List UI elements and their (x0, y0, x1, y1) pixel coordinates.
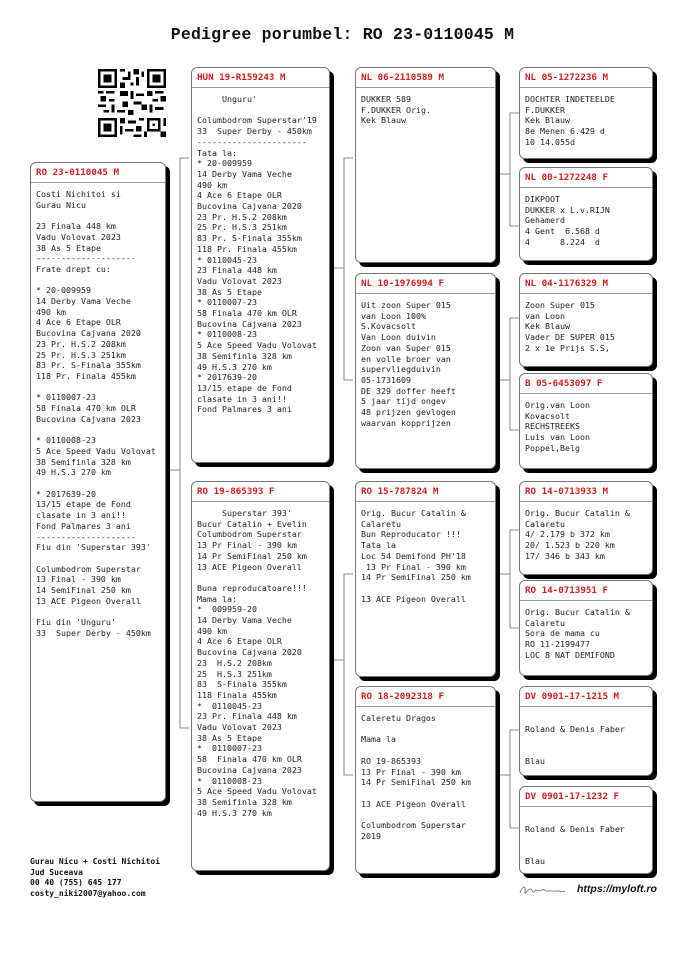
card-details: Orig. Bucur Catalin & Calaretu Sora de mama cu RO 11-2199477 LOC 8 NAT DEMIFOND (525, 607, 630, 660)
county: Jud Suceava (30, 867, 83, 877)
ring-number: DV 0901-17-1232 F (520, 791, 652, 807)
card-details: DOCHTER INDETEELDE F.DUKKER Kek Blauw 8e Menen 6.429 d 10 14.055d (525, 94, 615, 147)
pedigree-card-dam-dam-sire[interactable] (519, 686, 653, 776)
ring-number: RO 18-2092318 F (356, 691, 495, 707)
pedigree-card-sire-sire-sire[interactable] (519, 67, 653, 159)
ring-number: NL 10-1976994 F (356, 278, 495, 294)
ring-number: HUN 19-R159243 M (192, 72, 329, 88)
ring-number: RO 14-0713951 F (520, 585, 652, 601)
phone-number: 00 40 (755) 645 177 (30, 878, 122, 887)
pedigree-card-dam-dam-dam[interactable] (519, 786, 653, 874)
pedigree-card-sire-dam-sire[interactable] (519, 273, 653, 367)
card-details: Zoon Super 015 van Loon Kek Blauw Vader DE SUPER 015 2 x 1e Prijs S.S, (525, 300, 615, 353)
pedigree-card-dam[interactable] (191, 481, 330, 871)
ring-number: DV 0901-17-1215 M (520, 691, 652, 707)
card-details: Unguru' Columbodrom Superstar'19 33 Super Derby - 450km ---------------------- Tata la: * 20-009959 14 Derby Vama Veche 490 km 4 Ace 6 Etape OLR Bucovina Cajvana 2020 23 Pr. H.S.2 208km 25 Pr. H.S.3 251km 83 Pr. S-Finala 355km 118 Pr. Finala 455km * 0110045-23 23 Finala 448 km Vadu Volovat 2023 38 As 5 Etape * 0110007-23 58 Finala 470 km OLR Bucovina Cajvana 2023 * 0110008-23 5 Ace Speed Vadu Volovat 38 Semifinla 328 km 49 H.S.3 270 km * 2017639-20 13/15 etape de Fond clasate in 3 ani!! Fond Palmares 3 ani (197, 94, 317, 415)
card-details: DIKPOOT DUKKER x L.v.RIJN Gehamerd 4 Gent 6.568 d 4 8.224 d (525, 194, 610, 247)
ring-number: B 05-6453097 F (520, 378, 652, 394)
card-details: Roland & Denis Faber Blau (525, 823, 625, 866)
page-title: Pedigree porumbel: RO 23-0110045 M (170, 25, 515, 44)
card-details: Orig.van Loon Kovacsolt RECHSTREEKS Luis van Loon Poppel,Belg (525, 400, 590, 453)
card-details: Costi Nichitoi si Gurau Nicu 23 Finala 448 km Vadu Volovat 2023 38 As 5 Etape -------------------- Frate drept cu: * 20-009959 14 Derby Vama Veche 490 km 4 Ace 6 Etape OLR Bucovina Cajvana 2020 23 Pr. H.S.2 208km 25 Pr. H.S.3 251km 83 Pr. S-Finala 355km 118 Pr. Finala 455km * 0110007-23 58 Finala 470 km OLR Bucovina Cajvana 2023 * 0110008-23 5 Ace Speed Vadu Volovat 38 Semifinla 328 km 49 H.S.3 270 km * 2017639-20 13/15 etape de Fond clasate in 3 ani!! Fond Palmares 3 ani -------------------- Fiu din 'Superstar 393' Columbodrom Superstar 13 Final - 390 km 14 SemiFinal 250 km 13 ACE Pigeon Overall Fiu din 'Unguru' 33 Super Derby - 450km (36, 189, 156, 638)
pedigree-card-dam-dam[interactable] (355, 686, 496, 874)
ring-number: NL 05-1272236 M (520, 72, 652, 88)
ring-number: RO 23-0110045 M (31, 167, 165, 183)
email-address[interactable]: costy_niki2007@yahoo.com (30, 888, 146, 898)
pedigree-card-dam-sire-sire[interactable] (519, 481, 653, 575)
pedigree-card-dam-sire[interactable] (355, 481, 496, 677)
pedigree-card-dam-sire-dam[interactable] (519, 580, 653, 676)
card-details: Superstar 393' Bucur Catalin + Evelin Columbodrom Superstar 13 Pr Final - 390 km 14 Pr SemiFinal 250 km 13 ACE Pigeon Overall Buna reproducatoare!!! Mama la: * 009959-20 14 Derby Vama Veche 490 km 4 Ace 6 Etape OLR Bucovina Cajvana 2020 23 H.S.2 208km 25 H.S.3 251km 83 S-Finala 355km 118 Finala 455km * 0110045-23 23 Pr. Finala 448 km Vadu Volovat 2023 38 As 5 Etape * 0110007-23 58 Finala 470 km OLR Bucovina Cajvana 2023 * 0110008-23 5 Ace Speed Vadu Volovat 38 Semifinla 328 km 49 H.S.3 270 km (197, 508, 317, 818)
ring-number: NL 06-2110589 M (356, 72, 495, 88)
pedigree-card-sire-sire[interactable] (355, 67, 496, 263)
pedigree-card-sire-dam[interactable] (355, 273, 496, 469)
card-details: Orig. Bucur Catalin & Calaretu Bun Reproducator !!! Tata la Loc 54 Demifond PH'18 13 Pr Final - 390 km 14 Pr SemiFinal 250 km 13 ACE Pigeon Overall (361, 508, 471, 604)
ring-number: NL 00-1272248 F (520, 172, 652, 188)
pedigree-card-subject[interactable] (30, 162, 166, 802)
owner-names: Gurau Nicu + Costi Nichitoi (30, 857, 161, 866)
website-link[interactable]: https://myloft.ro (577, 883, 657, 895)
pedigree-card-sire[interactable] (191, 67, 330, 463)
card-details: Roland & Denis Faber Blau (525, 723, 625, 766)
pedigree-card-sire-dam-dam[interactable] (519, 373, 653, 469)
signature-icon (518, 882, 568, 898)
ring-number: RO 19-865393 F (192, 486, 329, 502)
ring-number: NL 04-1176329 M (520, 278, 652, 294)
card-details: DUKKER 589 F.DUKKER Orig. Kek Blauw (361, 94, 431, 126)
card-details: Caleretu Dragos Mama la RO 19-865393 13 Pr Final - 390 km 14 Pr SemiFinal 250 km 13 ACE Pigeon Overall Columbodrom Superstar 2019 (361, 713, 471, 841)
card-details: Orig. Bucur Catalin & Calaretu 4/ 2.179 b 372 km 20/ 1.523 b 220 km 17/ 346 b 343 km (525, 508, 630, 561)
card-details: Uit zoon Super 015 van Loon 100% S.Kovacsolt Van Loon duivin Zoon van Super 015 en volle broer van supervliegduivin 05-1731609 DE 329 doffer heeft 5 jaar tijd ongev 48 prijzen gevlogen waarvan kopprijzen (361, 300, 456, 428)
ring-number: RO 14-0713933 M (520, 486, 652, 502)
owner-contact (30, 857, 160, 899)
ring-number: RO 15-787824 M (356, 486, 495, 502)
pedigree-card-sire-sire-dam[interactable] (519, 167, 653, 261)
